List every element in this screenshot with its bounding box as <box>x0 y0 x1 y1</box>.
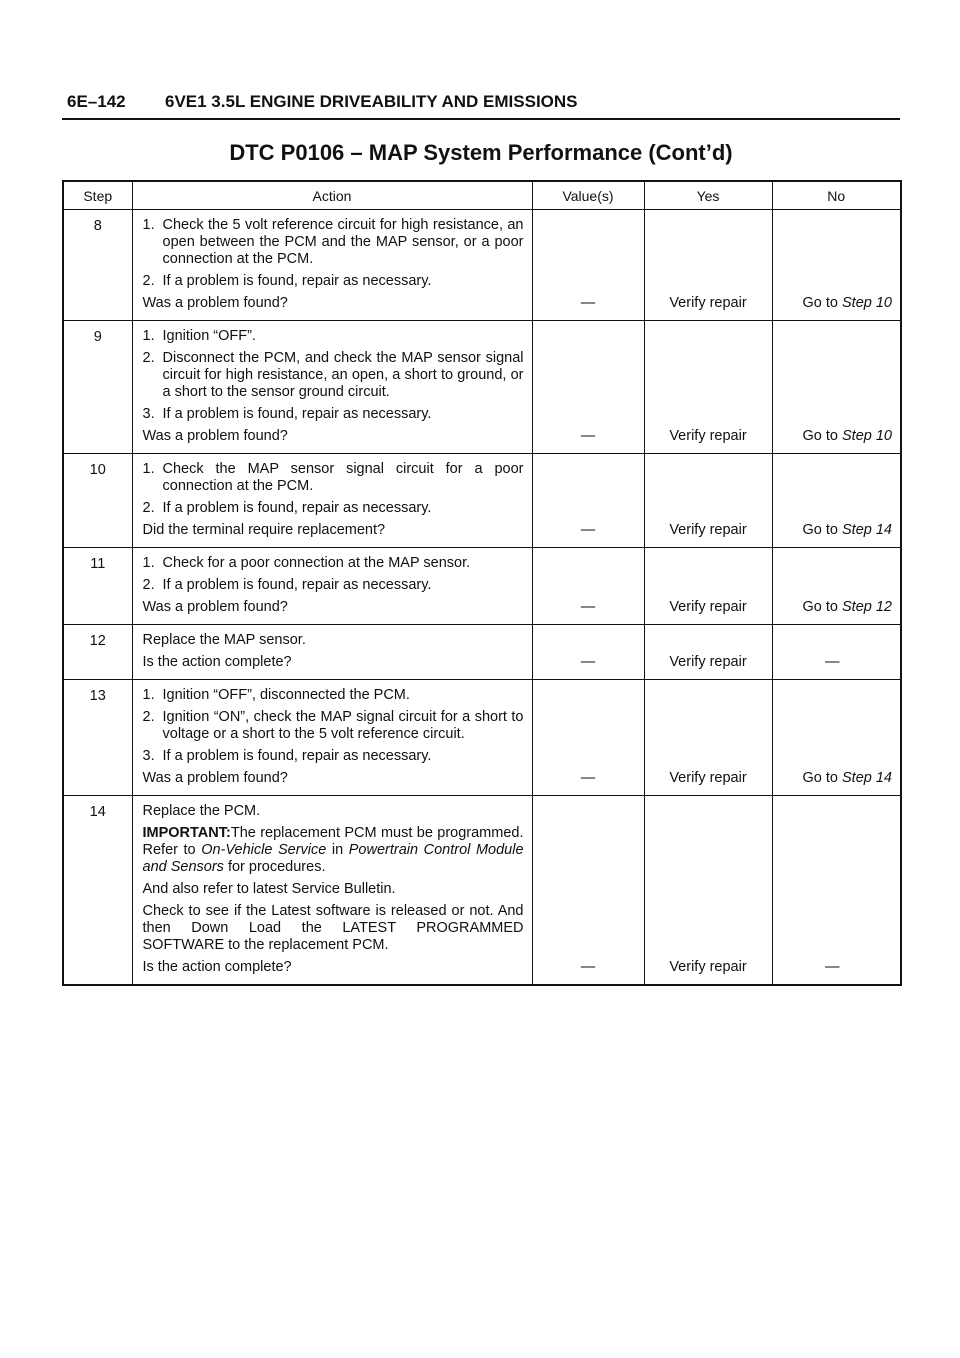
service-bulletin-note: And also refer to latest Service Bulletin. <box>142 881 396 897</box>
step-number: 12 <box>63 625 132 680</box>
action-item: 1. Ignition “OFF”. <box>142 328 256 344</box>
action-question: Did the terminal require replacement? <box>142 522 386 538</box>
action-question: Is the action complete? <box>142 959 292 975</box>
table-header-row <box>63 181 901 210</box>
value-cell: — <box>532 321 644 454</box>
action-text: Replace the MAP sensor. <box>142 632 306 648</box>
no-cell: Go to Step 10 <box>772 210 901 321</box>
yes-cell: Verify repair <box>644 680 772 796</box>
step-reference: Step 12 <box>842 599 892 615</box>
yes-cell: Verify repair <box>644 796 772 986</box>
value-cell: — <box>532 210 644 321</box>
table-row <box>63 210 901 321</box>
no-cell: Go to Step 12 <box>772 548 901 625</box>
action-item: 2. If a problem is found, repair as necessary. <box>142 500 432 516</box>
table-row <box>63 548 901 625</box>
action-question: Is the action complete? <box>142 654 292 670</box>
step-number: 10 <box>63 454 132 548</box>
step-number: 11 <box>63 548 132 625</box>
action-cell <box>132 625 532 680</box>
step-reference: Step 14 <box>842 770 892 786</box>
action-item: 1. Check the MAP sensor signal circuit for a poor connection at the PCM. <box>142 461 524 494</box>
action-list <box>143 461 524 517</box>
page-number: 6E–142 <box>67 92 126 111</box>
table-row <box>63 625 901 680</box>
value-cell: — <box>532 548 644 625</box>
no-cell: — <box>772 796 901 986</box>
action-question: Was a problem found? <box>142 599 288 615</box>
no-cell: Go to Step 14 <box>772 454 901 548</box>
software-note: Check to see if the Latest software is released or not. And then Down Load the LATEST PROGRAMMED SOFTWARE to the replacement PCM. <box>142 903 524 953</box>
action-item: 1. Check for a poor connection at the MAP sensor. <box>142 555 471 571</box>
action-cell <box>132 548 532 625</box>
action-question: Was a problem found? <box>142 770 288 786</box>
step-number: 14 <box>63 796 132 986</box>
yes-cell: Verify repair <box>644 454 772 548</box>
value-cell: — <box>532 796 644 986</box>
action-cell <box>132 321 532 454</box>
diagnostic-table <box>62 180 902 986</box>
action-item: 2. If a problem is found, repair as necessary. <box>142 273 432 289</box>
step-number: 9 <box>63 321 132 454</box>
action-text: Replace the PCM. <box>142 803 261 819</box>
table-row <box>63 680 901 796</box>
action-cell <box>132 454 532 548</box>
page-title: DTC P0106 – MAP System Performance (Cont’d) <box>229 140 733 165</box>
section-title: 6VE1 3.5L ENGINE DRIVEABILITY AND EMISSIONS <box>165 92 578 111</box>
action-cell <box>132 796 532 986</box>
page-header <box>62 90 900 120</box>
value-cell: — <box>532 625 644 680</box>
important-note: IMPORTANT:The replacement PCM must be programmed. Refer to On-Vehicle Service in Powertrain Control Module and Sensors for procedures. <box>142 825 524 875</box>
manual-reference: Powertrain Control Module and Sensors <box>142 842 524 875</box>
column-header-yes: Yes <box>644 181 772 210</box>
yes-cell: Verify repair <box>644 625 772 680</box>
yes-cell: Verify repair <box>644 210 772 321</box>
action-item: 2. Disconnect the PCM, and check the MAP sensor signal circuit for high resistance, an open, a short to ground, or a short to the sensor ground circuit. <box>142 350 524 400</box>
action-list <box>143 687 524 765</box>
table-row <box>63 454 901 548</box>
column-header-step: Step <box>63 181 132 210</box>
value-cell: — <box>532 680 644 796</box>
no-cell: Go to Step 14 <box>772 680 901 796</box>
manual-reference: On-Vehicle Service <box>201 842 327 858</box>
action-cell <box>132 210 532 321</box>
action-list <box>143 217 524 290</box>
no-cell: Go to Step 10 <box>772 321 901 454</box>
step-reference: Step 10 <box>842 428 892 444</box>
no-cell: — <box>772 625 901 680</box>
action-list <box>143 328 524 423</box>
yes-cell: Verify repair <box>644 548 772 625</box>
action-item: 2. If a problem is found, repair as necessary. <box>142 577 432 593</box>
action-item: 1. Check the 5 volt reference circuit for high resistance, an open between the PCM and the MAP sensor, or a poor connection at the PCM. <box>142 217 524 267</box>
yes-cell: Verify repair <box>644 321 772 454</box>
column-header-values: Value(s) <box>532 181 644 210</box>
step-reference: Step 10 <box>842 295 892 311</box>
action-item: 3. If a problem is found, repair as necessary. <box>142 406 432 422</box>
action-item: 3. If a problem is found, repair as necessary. <box>142 748 432 764</box>
column-header-action: Action <box>132 181 532 210</box>
action-item: 1. Ignition “OFF”, disconnected the PCM. <box>142 687 410 703</box>
column-header-no: No <box>772 181 901 210</box>
action-question: Was a problem found? <box>142 295 288 311</box>
table-row <box>63 321 901 454</box>
step-reference: Step 14 <box>842 522 892 538</box>
action-cell <box>132 680 532 796</box>
value-cell: — <box>532 454 644 548</box>
step-number: 13 <box>63 680 132 796</box>
action-item: 2. Ignition “ON”, check the MAP signal circuit for a short to voltage or a short to the 5 volt reference circuit. <box>142 709 524 742</box>
table-row <box>63 796 901 986</box>
important-label: IMPORTANT: <box>142 825 231 841</box>
step-number: 8 <box>63 210 132 321</box>
action-question: Was a problem found? <box>142 428 288 444</box>
action-list <box>143 555 524 594</box>
